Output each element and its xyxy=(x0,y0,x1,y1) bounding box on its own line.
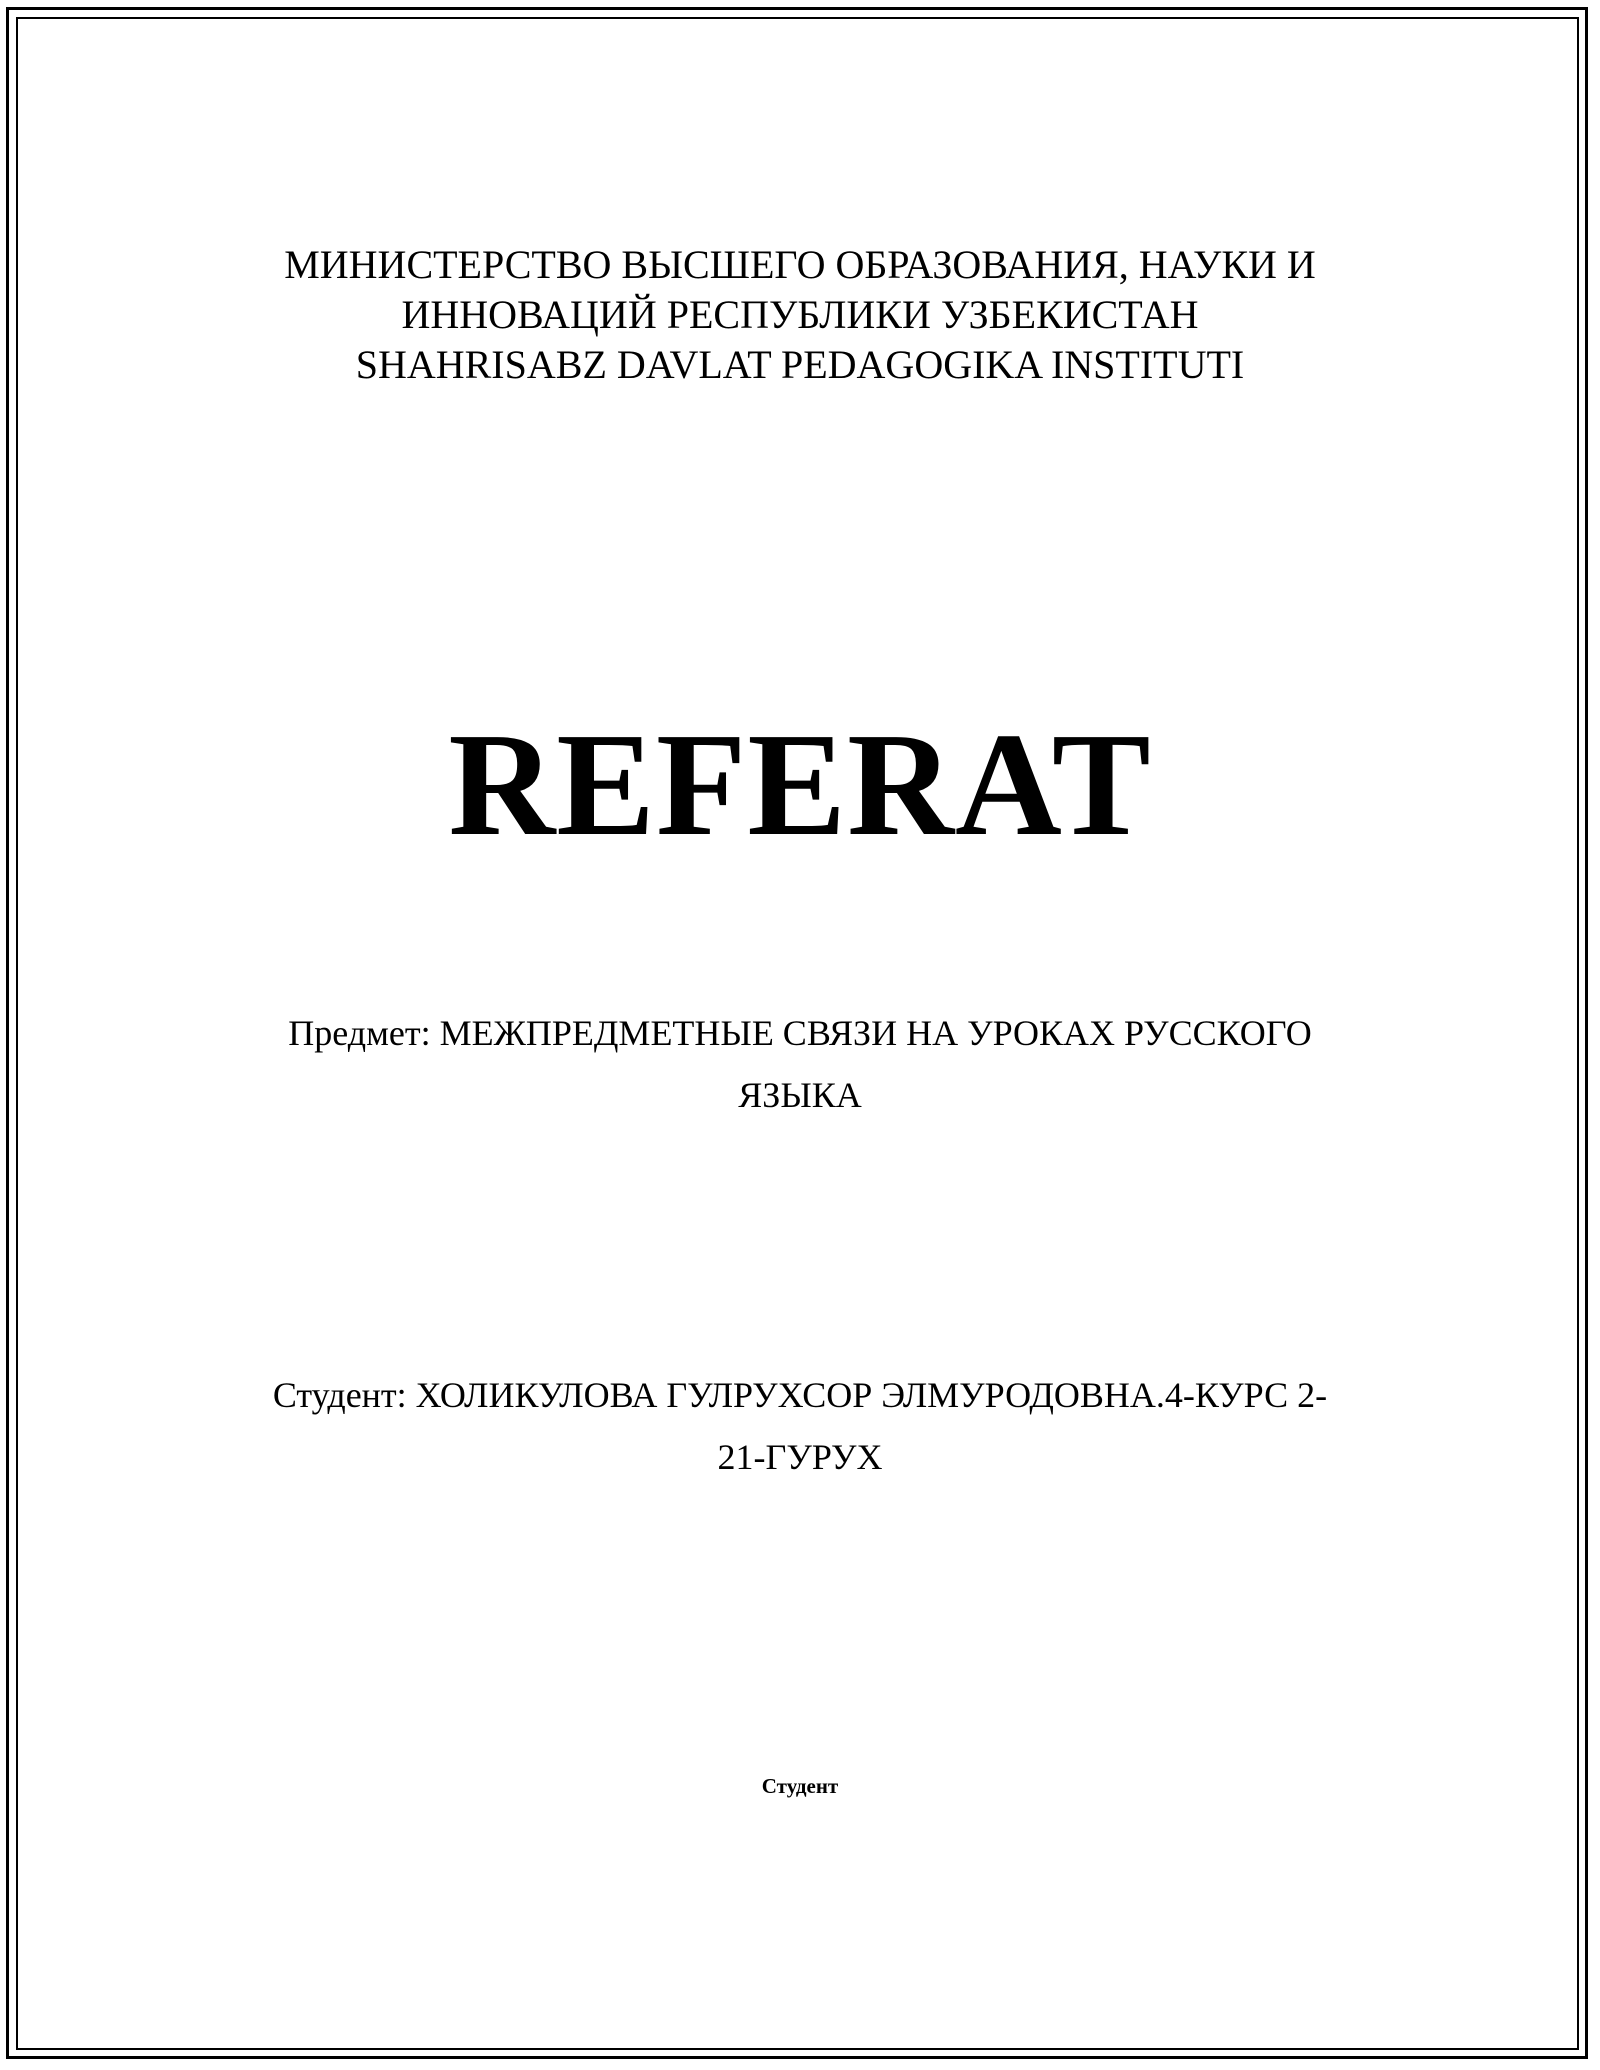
institution-header xyxy=(0,240,1600,390)
header-line-1: МИНИСТЕРСТВО ВЫСШЕГО ОБРАЗОВАНИЯ, НАУКИ И xyxy=(284,242,1316,287)
student-line-2: 21-ГУРУХ xyxy=(717,1437,883,1477)
header-line-3: SHAHRISABZ DAVLAT PEDAGOGIKA INSTITUTI xyxy=(355,342,1245,387)
student-line-1: Студент: ХОЛИКУЛОВА ГУЛРУХСОР ЭЛМУРОДОВНА.4-КУРС 2- xyxy=(272,1375,1328,1415)
header-line-2: ИННОВАЦИЙ РЕСПУБЛИКИ УЗБЕКИСТАН xyxy=(401,292,1199,337)
signature-label: Студент xyxy=(761,1774,839,1798)
subject-line-2: ЯЗЫКА xyxy=(738,1075,862,1115)
document-title: REFERAT xyxy=(448,703,1152,867)
subject-block xyxy=(0,1002,1600,1126)
subject-line-1: Предмет: МЕЖПРЕДМЕТНЫЕ СВЯЗИ НА УРОКАХ РУССКОГО xyxy=(288,1013,1312,1053)
student-block xyxy=(0,1364,1600,1488)
